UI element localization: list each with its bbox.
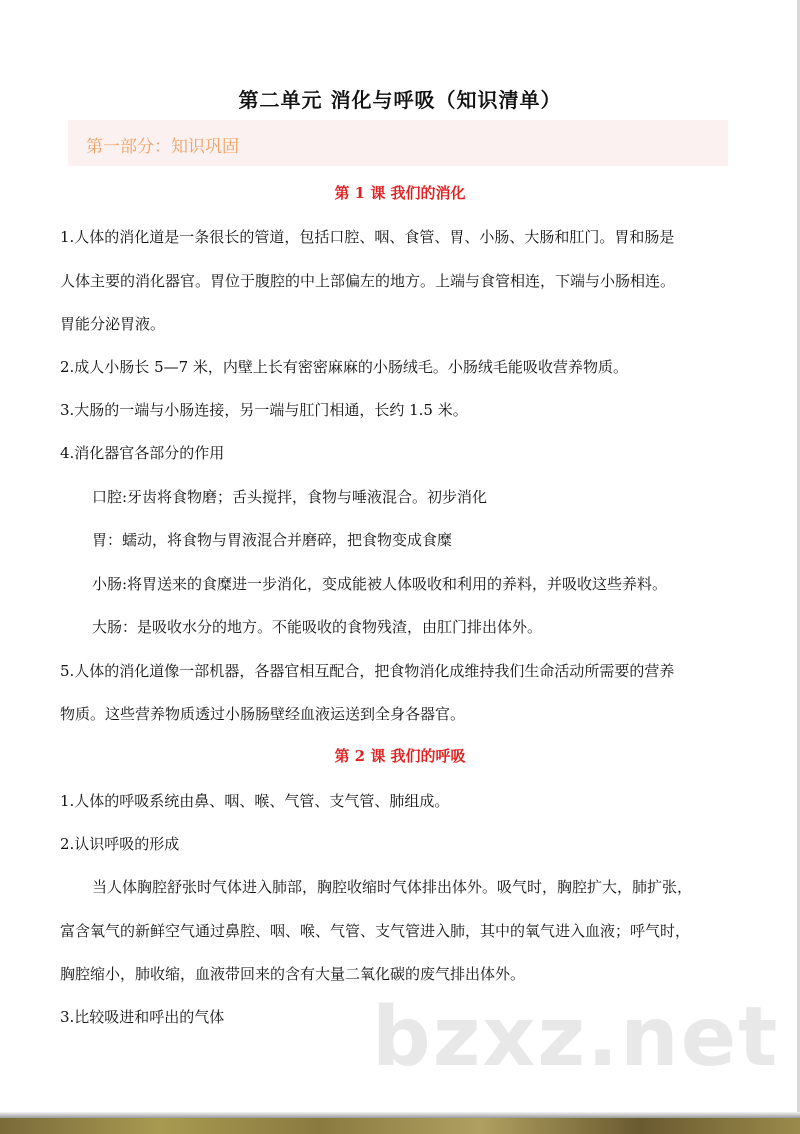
paragraph-line: 2.成人小肠长 5—7 米，内壁上长有密密麻麻的小肠绒毛。小肠绒毛能吸收营养物质。 bbox=[60, 358, 628, 376]
lesson-2-heading: 第 2 课 我们的呼吸 bbox=[334, 747, 466, 765]
paragraph-line: 当人体胸腔舒张时气体进入肺部，胸腔收缩时气体排出体外。吸气时，胸腔扩大，肺扩张， bbox=[92, 878, 693, 896]
paragraph-line: 2.认识呼吸的形成 bbox=[60, 835, 180, 853]
organ-item: 口腔:牙齿将食物磨；舌头搅拌，食物与唾液混合。初步消化 bbox=[92, 488, 488, 506]
page-title: 第二单元 消化与呼吸（知识清单） bbox=[238, 88, 562, 112]
next-page-preview bbox=[0, 1118, 800, 1134]
lesson-1-heading: 第 1 课 我们的消化 bbox=[334, 184, 466, 202]
organ-item: 小肠:将胃送来的食糜进一步消化，变成能被人体吸收和利用的养料，并吸收这些养料。 bbox=[92, 575, 668, 593]
watermark: bzxz.net bbox=[372, 990, 780, 1085]
section-banner bbox=[68, 120, 728, 166]
paragraph-line: 5.人体的消化道像一部机器，各器官相互配合，把食物消化成维持我们生命活动所需要的营养 bbox=[60, 662, 675, 680]
paragraph-line: 胸腔缩小，肺收缩，血液带回来的含有大量二氧化碳的废气排出体外。 bbox=[60, 965, 526, 983]
paragraph-line: 1.人体的消化道是一条很长的管道，包括口腔、咽、食管、胃、小肠、大肠和肛门。胃和肠是 bbox=[60, 228, 675, 246]
paragraph-line: 富含氧气的新鲜空气通过鼻腔、咽、喉、气管、支气管进入肺，其中的氧气进入血液；呼气时， bbox=[60, 922, 691, 940]
paragraph-line: 物质。这些营养物质透过小肠肠壁经血液运送到全身各器官。 bbox=[60, 705, 466, 723]
paragraph-line: 胃能分泌胃液。 bbox=[60, 315, 166, 333]
paragraph-line: 1.人体的呼吸系统由鼻、咽、喉、气管、支气管、肺组成。 bbox=[60, 792, 450, 810]
paragraph-line: 3.大肠的一端与小肠连接，另一端与肛门相通，长约 1.5 米。 bbox=[60, 401, 468, 419]
paragraph-line: 3.比较吸进和呼出的气体 bbox=[60, 1008, 225, 1026]
organ-item: 大肠：是吸收水分的地方。不能吸收的食物残渣，由肛门排出体外。 bbox=[92, 618, 543, 636]
paragraph-line: 4.消化器官各部分的作用 bbox=[60, 444, 225, 462]
section-title: 第一部分：知识巩固 bbox=[86, 137, 239, 157]
paragraph-line: 人体主要的消化器官。胃位于腹腔的中上部偏左的地方。上端与食管相连，下端与小肠相连。 bbox=[60, 272, 676, 290]
organ-item: 胃：蠕动，将食物与胃液混合并磨碎，把食物变成食糜 bbox=[92, 531, 453, 549]
